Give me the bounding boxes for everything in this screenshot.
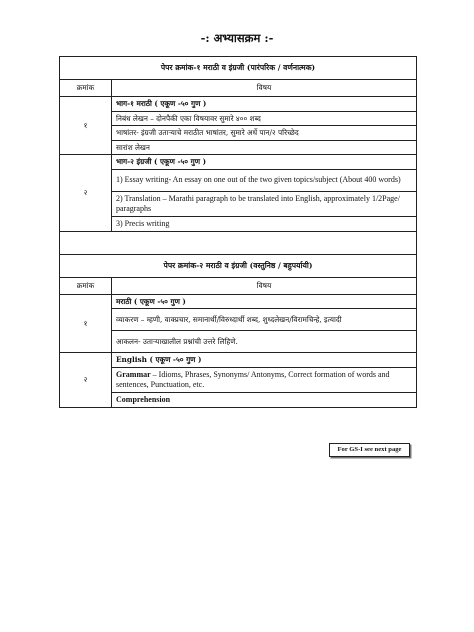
table-row [60,191,417,216]
paper1-part1-item-1: निबंध लेखन – दोनपैकी एका विषयावर सुमारे ४०० शब्द [112,111,417,126]
paper2-part2-num: २ [60,353,112,408]
grammar-text: – Idioms, Phrases, Synonyms/ Antonyms, Correct formation of words and sentences, Punctuation, etc. [116,369,390,389]
paper1-part2-item-1: 1) Essay writing- An essay on one out of the two given topics/subject (About 400 words) [112,169,417,191]
paper1-part2-title: भाग-२ इंग्रजी ( एकूण -५० गुण ) [112,155,417,170]
paper2-col-topic: विषय [112,277,417,294]
spacer-cell [60,231,417,254]
paper1-heading: पेपर क्रमांक-१ मराठी व इंग्रजी (पारंपरिक / वर्णनात्मक) [60,57,417,80]
spacer-row [60,231,417,254]
table-row [60,140,417,155]
paper1-part2-item-3: 3) Precis writing [112,216,417,231]
paper2-part2-grammar [112,367,417,392]
table-row [60,126,417,141]
page-title: -: अभ्यासक्रम :- [200,31,274,45]
next-page-note: For GS-I see next page [329,443,410,457]
table-row [60,111,417,126]
paper2-part2-comprehension: Comprehension [112,392,417,407]
paper2-part1-item-2: आकलन- उताऱ्याखालील प्रश्नांची उत्तरे लिहिणे. [112,331,417,353]
paper1-col-topic: विषय [112,80,417,97]
paper2-part1-num: १ [60,294,112,353]
paper2-part1-item-1: व्याकरण – म्हणी, वाक्प्रचार, समानार्थी/विरुध्दार्थी शब्द, शुध्दलेखन/विरामचिन्हे, इत्यादी [112,309,417,331]
paper2-part2-title: English ( एकूण -५० गुण ) [112,353,417,368]
paper1-part2-num: २ [60,155,112,232]
grammar-label: Grammar [116,369,151,379]
paper1-heading-row [60,57,417,80]
syllabus-table [59,56,417,408]
table-row [60,216,417,231]
table-row [60,155,417,170]
table-row [60,331,417,353]
paper1-column-header-row [60,80,417,97]
paper2-heading: पेपर क्रमांक-२ मराठी व इंग्रजी (वस्तुनिष्ठ / बहुपर्यायी) [60,254,417,277]
paper2-column-header-row [60,277,417,294]
paper2-col-num: क्रमांक [60,277,112,294]
paper1-col-num: क्रमांक [60,80,112,97]
paper1-part2-item-2: 2) Translation – Marathi paragraph to be translated into English, approximately 1/2Page/ paragraphs [112,191,417,216]
table-row [60,294,417,309]
paper1-part1-item-2: भाषांतर- इंग्रजी उताऱ्याचे मराठीत भाषांतर, सुमारे अर्धे पान/२ परिच्छेद [112,126,417,141]
paper2-heading-row [60,254,417,277]
paper1-part1-title: भाग-१ मराठी ( एकूण -५० गुण ) [112,97,417,112]
table-row [60,392,417,407]
table-row [60,97,417,112]
table-row [60,309,417,331]
paper2-part1-title: मराठी ( एकूण -५० गुण ) [112,294,417,309]
table-row [60,353,417,368]
table-row [60,367,417,392]
table-row [60,169,417,191]
paper1-part1-item-3: सारांश लेखन [112,140,417,155]
paper1-part1-num: १ [60,97,112,155]
